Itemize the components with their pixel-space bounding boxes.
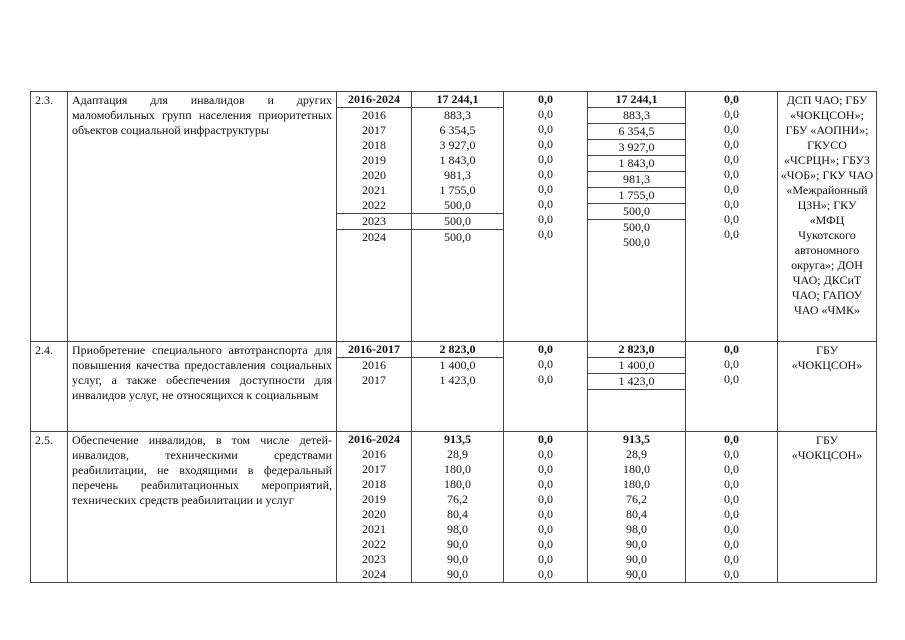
other-value: 0,0 bbox=[724, 552, 739, 566]
regional-value: 1 400,0 bbox=[588, 358, 685, 374]
total-value: 1 755,0 bbox=[439, 183, 476, 197]
year-value: 2022 bbox=[362, 537, 386, 551]
total-value: 80,4 bbox=[447, 507, 468, 521]
row-number: 2.3. bbox=[31, 92, 68, 342]
federal-value: 0,0 bbox=[538, 567, 553, 581]
year-value: 2018 bbox=[362, 477, 386, 491]
other-value: 0,0 bbox=[724, 537, 739, 551]
year-value: 2023 bbox=[337, 214, 411, 230]
other-value: 0,0 bbox=[724, 227, 739, 241]
regional-value: 1 755,0 bbox=[588, 188, 685, 204]
regional-value: 180,0 bbox=[623, 462, 650, 476]
activity-description: Адаптация для инвалидов и других маломобильных групп населения приоритетных объектов социальной инфраструктуры bbox=[68, 92, 337, 342]
total-value: 90,0 bbox=[447, 567, 468, 581]
total-value: 500,0 bbox=[412, 198, 503, 214]
federal-value: 0,0 bbox=[538, 227, 553, 241]
total-value: 1 843,0 bbox=[439, 153, 476, 167]
regional-value: 1 843,0 bbox=[588, 156, 685, 172]
other-cell bbox=[686, 92, 778, 342]
total-value: 1 423,0 bbox=[439, 373, 476, 387]
regional-cell bbox=[588, 92, 686, 342]
regional-cell bbox=[588, 342, 686, 432]
year-value: 2016-2024 bbox=[337, 92, 411, 108]
year-value: 2016 bbox=[362, 358, 386, 372]
federal-value: 0,0 bbox=[538, 447, 553, 461]
federal-value: 0,0 bbox=[538, 137, 553, 151]
regional-value: 17 244,1 bbox=[588, 92, 685, 108]
other-value: 0,0 bbox=[724, 462, 739, 476]
regional-value: 28,9 bbox=[626, 447, 647, 461]
federal-value: 0,0 bbox=[538, 507, 553, 521]
total-value: 500,0 bbox=[444, 230, 471, 244]
other-value: 0,0 bbox=[724, 492, 739, 506]
years-cell bbox=[337, 432, 412, 583]
other-value: 0,0 bbox=[724, 567, 739, 581]
federal-value: 0,0 bbox=[538, 167, 553, 181]
other-value: 0,0 bbox=[724, 167, 739, 181]
other-value: 0,0 bbox=[724, 477, 739, 491]
year-value: 2021 bbox=[362, 522, 386, 536]
other-value: 0,0 bbox=[724, 447, 739, 461]
year-value: 2016-2024 bbox=[348, 432, 400, 446]
total-cell bbox=[412, 432, 504, 583]
federal-cell bbox=[504, 432, 588, 583]
regional-value: 80,4 bbox=[626, 507, 647, 521]
table-row bbox=[31, 432, 877, 583]
regional-value: 90,0 bbox=[626, 537, 647, 551]
federal-value: 0,0 bbox=[538, 432, 553, 446]
other-value: 0,0 bbox=[724, 137, 739, 151]
other-value: 0,0 bbox=[724, 357, 739, 371]
federal-value: 0,0 bbox=[538, 122, 553, 136]
federal-value: 0,0 bbox=[538, 92, 553, 106]
year-value: 2016 bbox=[362, 447, 386, 461]
regional-value: 90,0 bbox=[626, 567, 647, 581]
regional-value: 3 927,0 bbox=[588, 140, 685, 156]
other-value: 0,0 bbox=[724, 522, 739, 536]
other-value: 0,0 bbox=[724, 212, 739, 226]
row-number: 2.4. bbox=[31, 342, 68, 432]
regional-value: 883,3 bbox=[588, 108, 685, 124]
federal-cell bbox=[504, 92, 588, 342]
federal-value: 0,0 bbox=[538, 197, 553, 211]
regional-value: 913,5 bbox=[623, 432, 650, 446]
federal-cell bbox=[504, 342, 588, 432]
year-value: 2017 bbox=[362, 123, 386, 137]
regional-value: 981,3 bbox=[588, 172, 685, 188]
row-number: 2.5. bbox=[31, 432, 68, 583]
responsible-executors: ГБУ «ЧОКЦСОН» bbox=[778, 432, 877, 583]
regional-value: 6 354,5 bbox=[588, 124, 685, 140]
year-value: 2020 bbox=[362, 168, 386, 182]
years-cell bbox=[337, 92, 412, 342]
other-value: 0,0 bbox=[724, 197, 739, 211]
total-value: 180,0 bbox=[444, 462, 471, 476]
federal-value: 0,0 bbox=[538, 552, 553, 566]
total-value: 500,0 bbox=[412, 214, 503, 230]
total-value: 180,0 bbox=[444, 477, 471, 491]
federal-value: 0,0 bbox=[538, 152, 553, 166]
regional-value: 98,0 bbox=[626, 522, 647, 536]
total-value: 90,0 bbox=[447, 552, 468, 566]
program-activities-table bbox=[30, 91, 877, 583]
total-value: 981,3 bbox=[444, 168, 471, 182]
regional-value: 1 423,0 bbox=[588, 374, 685, 390]
responsible-executors: ДСП ЧАО; ГБУ «ЧОКЦСОН»; ГБУ «АОПНИ»; ГКУСО «ЧСРЦН»; ГБУЗ «ЧОБ»; ГКУ ЧАО «Межрайонный ЦЗН»; ГКУ «МФЦ Чукотского автономного округа»; ДОН ЧАО; ДКСиТ ЧАО; ГАПОУ ЧАО «ЧМК» bbox=[778, 92, 877, 342]
activity-description: Обеспечение инвалидов, в том числе детей-инвалидов, техническими средствами реабилитации, не входящими в федеральный перечень реабилитационных мероприятий, технических средств реабилитации и услуг bbox=[68, 432, 337, 583]
federal-value: 0,0 bbox=[538, 357, 553, 371]
year-value: 2024 bbox=[362, 230, 386, 244]
other-value: 0,0 bbox=[724, 92, 739, 106]
total-value: 28,9 bbox=[447, 447, 468, 461]
federal-value: 0,0 bbox=[538, 212, 553, 226]
regional-value: 90,0 bbox=[626, 552, 647, 566]
year-value: 2019 bbox=[362, 153, 386, 167]
other-value: 0,0 bbox=[724, 507, 739, 521]
activity-description: Приобретение специального автотранспорта для повышения качества предоставления социальных услуг, а также обеспечения доступности для инвалидов услуг, не относящихся к социальным bbox=[68, 342, 337, 432]
total-value: 1 400,0 bbox=[439, 358, 476, 372]
total-value: 98,0 bbox=[447, 522, 468, 536]
regional-value: 500,0 bbox=[588, 204, 685, 220]
federal-value: 0,0 bbox=[538, 462, 553, 476]
year-value: 2016 bbox=[362, 108, 386, 122]
regional-cell bbox=[588, 432, 686, 583]
federal-value: 0,0 bbox=[538, 477, 553, 491]
other-cell bbox=[686, 432, 778, 583]
year-value: 2023 bbox=[362, 552, 386, 566]
total-value: 6 354,5 bbox=[439, 123, 476, 137]
responsible-executors: ГБУ «ЧОКЦСОН» bbox=[778, 342, 877, 432]
total-value: 913,5 bbox=[444, 432, 471, 446]
year-value: 2021 bbox=[362, 183, 386, 197]
table-row bbox=[31, 342, 877, 432]
regional-value: 500,0 bbox=[623, 235, 650, 249]
other-value: 0,0 bbox=[724, 122, 739, 136]
other-value: 0,0 bbox=[724, 372, 739, 386]
other-value: 0,0 bbox=[724, 342, 739, 356]
years-cell bbox=[337, 342, 412, 432]
other-value: 0,0 bbox=[724, 107, 739, 121]
year-value: 2020 bbox=[362, 507, 386, 521]
federal-value: 0,0 bbox=[538, 372, 553, 386]
year-value: 2016-2017 bbox=[337, 342, 411, 358]
total-value: 76,2 bbox=[447, 492, 468, 506]
year-value: 2017 bbox=[362, 462, 386, 476]
total-value: 883,3 bbox=[444, 108, 471, 122]
other-value: 0,0 bbox=[724, 432, 739, 446]
regional-value: 2 823,0 bbox=[588, 342, 685, 358]
total-value: 90,0 bbox=[447, 537, 468, 551]
year-value: 2019 bbox=[362, 492, 386, 506]
total-value: 17 244,1 bbox=[412, 92, 503, 108]
total-cell bbox=[412, 342, 504, 432]
total-value: 3 927,0 bbox=[439, 138, 476, 152]
federal-value: 0,0 bbox=[538, 492, 553, 506]
year-value: 2024 bbox=[362, 567, 386, 581]
other-cell bbox=[686, 342, 778, 432]
total-value: 2 823,0 bbox=[412, 342, 503, 358]
federal-value: 0,0 bbox=[538, 182, 553, 196]
other-value: 0,0 bbox=[724, 182, 739, 196]
regional-value: 76,2 bbox=[626, 492, 647, 506]
total-cell bbox=[412, 92, 504, 342]
federal-value: 0,0 bbox=[538, 107, 553, 121]
year-value: 2018 bbox=[362, 138, 386, 152]
federal-value: 0,0 bbox=[538, 342, 553, 356]
year-value: 2017 bbox=[362, 373, 386, 387]
regional-value: 180,0 bbox=[623, 477, 650, 491]
federal-value: 0,0 bbox=[538, 537, 553, 551]
year-value: 2022 bbox=[337, 198, 411, 214]
table-row bbox=[31, 92, 877, 342]
other-value: 0,0 bbox=[724, 152, 739, 166]
federal-value: 0,0 bbox=[538, 522, 553, 536]
regional-value: 500,0 bbox=[623, 220, 650, 234]
